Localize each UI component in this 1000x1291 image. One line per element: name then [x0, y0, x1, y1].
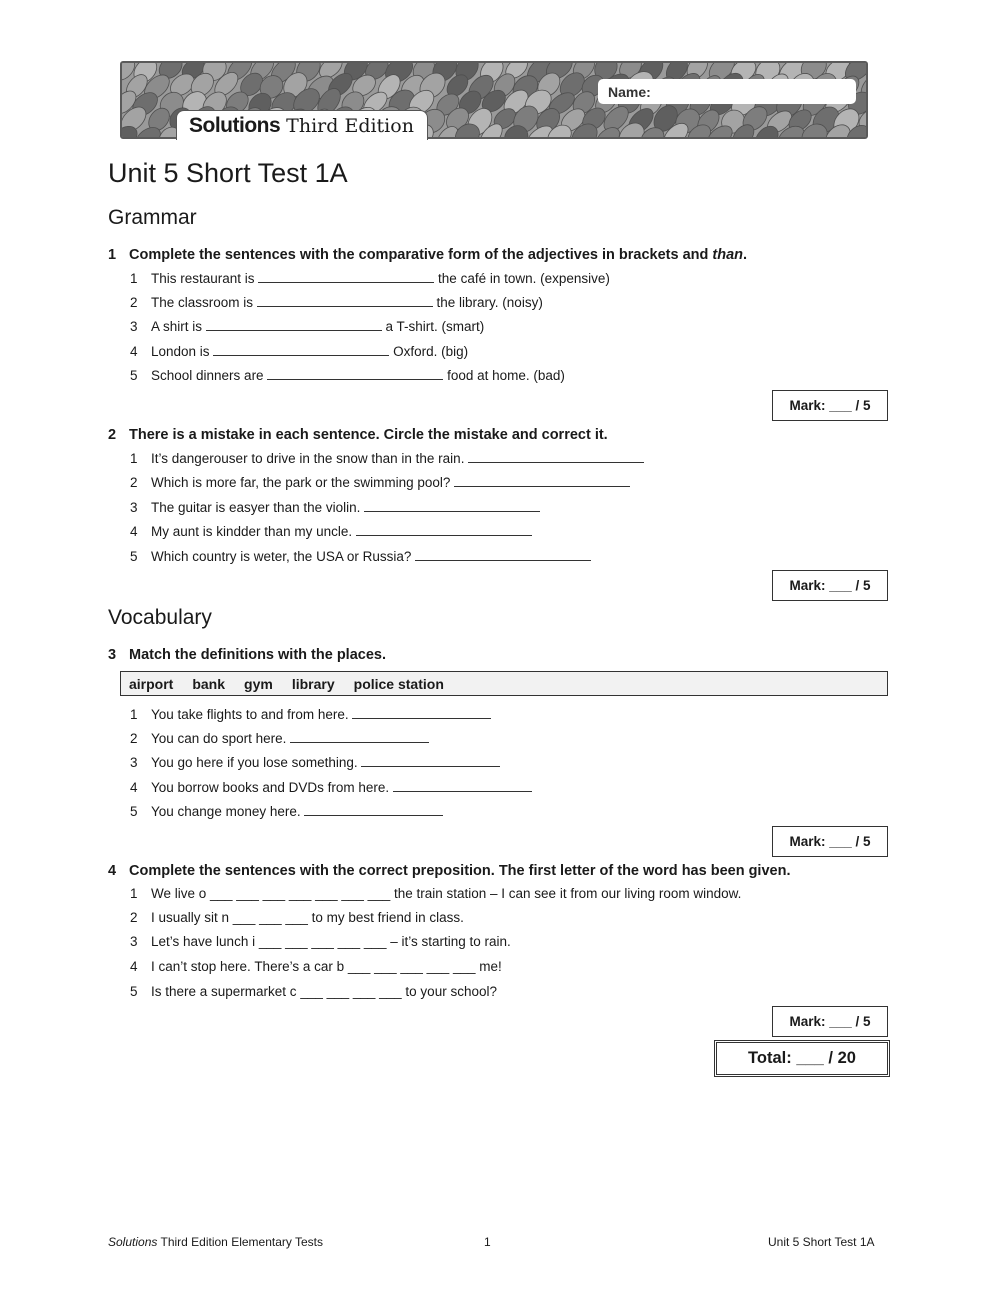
instruction-text: There is a mistake in each sentence. Circle the mistake and correct it.	[129, 427, 608, 443]
exercise-1-instruction	[108, 247, 747, 263]
item-number: 5	[130, 984, 138, 999]
answer-blank[interactable]	[393, 779, 532, 792]
answer-blank[interactable]	[364, 499, 540, 512]
item-number: 4	[130, 344, 138, 359]
exercise-3-item	[130, 706, 491, 722]
item-number: 4	[130, 780, 138, 795]
vocabulary-heading: Vocabulary	[108, 606, 212, 629]
exercise-4-mark-box: Mark: ___ / 5	[772, 1006, 888, 1037]
exercise-number: 2	[108, 427, 117, 443]
letter-gaps[interactable]: ___ ___ ___ ___ ___	[258, 934, 387, 949]
exercise-1-item	[130, 343, 468, 359]
exercise-4-instruction	[108, 863, 790, 879]
answer-blank[interactable]	[213, 343, 389, 356]
word-bank-word: bank	[192, 675, 226, 692]
exercise-4-item	[130, 886, 741, 901]
item-text-end: the library. (noisy)	[432, 295, 543, 310]
letter-gaps[interactable]: ___ ___ ___ ___	[300, 984, 402, 999]
item-text: School dinners are	[151, 368, 268, 383]
footer-right: Unit 5 Short Test 1A	[768, 1235, 875, 1249]
item-text: It’s dangerouser to drive in the snow than in the rain.	[151, 451, 469, 466]
item-number: 2	[130, 295, 138, 310]
item-text-end: – it’s starting to rain.	[386, 934, 511, 949]
item-number: 5	[130, 804, 138, 819]
item-text: Is there a supermarket c	[151, 984, 301, 999]
exercise-2-item	[130, 450, 644, 466]
footer-book-title: Third Edition Elementary Tests	[157, 1235, 324, 1249]
word-bank-word: library	[291, 675, 335, 692]
instruction-text: Match the definitions with the places.	[129, 647, 386, 663]
exercise-2-item	[130, 523, 532, 539]
item-text: You borrow books and DVDs from here.	[151, 780, 393, 795]
letter-gaps[interactable]: ___ ___ ___ ___ ___	[347, 959, 476, 974]
item-number: 5	[130, 368, 138, 383]
answer-blank[interactable]	[258, 270, 434, 283]
item-number: 3	[130, 755, 138, 770]
item-number: 3	[130, 934, 138, 949]
footer-left	[108, 1235, 323, 1249]
exercise-1-item	[130, 294, 543, 310]
item-text-end: me!	[475, 959, 502, 974]
answer-blank[interactable]	[361, 754, 500, 767]
exercise-number: 1	[108, 247, 117, 263]
item-number: 1	[130, 886, 138, 901]
instruction-emphasis: than	[712, 247, 743, 263]
footer-series-name: Solutions	[108, 1235, 158, 1249]
answer-blank[interactable]	[206, 318, 382, 331]
exercise-4-item	[130, 984, 497, 999]
name-label: Name:	[608, 83, 651, 100]
item-text: You can do sport here.	[151, 731, 291, 746]
item-text: My aunt is kindder than my uncle.	[151, 524, 356, 539]
item-text: You change money here.	[151, 804, 305, 819]
item-text: I usually sit n	[151, 910, 233, 925]
item-text-end: to my best friend in class.	[307, 910, 464, 925]
answer-blank[interactable]	[290, 730, 429, 743]
exercise-1-item	[130, 318, 484, 334]
exercise-3-mark-box: Mark: ___ / 5	[772, 826, 888, 857]
item-text: You take flights to and from here.	[151, 707, 353, 722]
answer-blank[interactable]	[267, 367, 443, 380]
name-field[interactable]	[598, 79, 856, 104]
instruction-text: Complete the sentences with the comparative form of the adjectives in brackets and	[129, 247, 713, 263]
item-number: 2	[130, 910, 138, 925]
exercise-4-item	[130, 910, 464, 925]
exercise-3-item	[130, 730, 429, 746]
exercise-2-instruction	[108, 427, 608, 443]
item-number: 2	[130, 475, 138, 490]
answer-blank[interactable]	[304, 803, 443, 816]
item-number: 1	[130, 271, 138, 286]
footer-page-number: 1	[484, 1235, 491, 1249]
word-bank	[120, 671, 888, 696]
exercise-1-item	[130, 367, 565, 383]
item-number: 3	[130, 319, 138, 334]
exercise-3-item	[130, 754, 500, 770]
answer-blank[interactable]	[454, 474, 630, 487]
page-title: Unit 5 Short Test 1A	[108, 158, 348, 188]
exercise-1-item	[130, 270, 610, 286]
exercise-4-item	[130, 959, 502, 974]
answer-blank[interactable]	[468, 450, 644, 463]
exercise-2-mark-box: Mark: ___ / 5	[772, 570, 888, 601]
exercise-2-item	[130, 548, 591, 564]
brand-name: Solutions	[189, 113, 281, 137]
item-text: You go here if you lose something.	[151, 755, 362, 770]
item-text: Which is more far, the park or the swimming pool?	[151, 475, 455, 490]
item-text: A shirt is	[151, 319, 206, 334]
letter-gaps[interactable]: ___ ___ ___ ___ ___ ___ ___	[210, 886, 391, 901]
item-text-end: the café in town. (expensive)	[434, 271, 610, 286]
item-number: 1	[130, 707, 138, 722]
brand-logo	[176, 110, 428, 140]
exercise-number: 3	[108, 647, 117, 663]
instruction-end: .	[743, 247, 748, 263]
exercise-number: 4	[108, 863, 117, 879]
item-number: 3	[130, 500, 138, 515]
item-text-end: to your school?	[401, 984, 497, 999]
item-text: London is	[151, 344, 214, 359]
word-bank-word: airport	[129, 675, 174, 692]
item-number: 2	[130, 731, 138, 746]
exercise-3-instruction	[108, 647, 386, 663]
word-bank-word: police station	[353, 675, 444, 692]
exercise-1-mark-box: Mark: ___ / 5	[772, 390, 888, 421]
item-text-end: the train station – I can see it from our living room window.	[390, 886, 742, 901]
item-number: 4	[130, 959, 138, 974]
item-number: 1	[130, 451, 138, 466]
exercise-4-item	[130, 934, 511, 949]
item-text-end: Oxford. (big)	[389, 344, 469, 359]
item-text: This restaurant is	[151, 271, 259, 286]
answer-blank[interactable]	[415, 548, 591, 561]
answer-blank[interactable]	[257, 294, 433, 307]
item-text: The guitar is easyer than the violin.	[151, 500, 365, 515]
brand-edition: Third Edition	[286, 114, 414, 137]
answer-blank[interactable]	[352, 706, 491, 719]
item-text: We live o	[151, 886, 211, 901]
exercise-2-item	[130, 474, 630, 490]
letter-gaps[interactable]: ___ ___ ___	[232, 910, 308, 925]
item-number: 4	[130, 524, 138, 539]
item-text-end: food at home. (bad)	[443, 368, 565, 383]
word-bank-word: gym	[244, 675, 273, 692]
instruction-text: Complete the sentences with the correct preposition. The first letter of the word has been given.	[129, 863, 791, 879]
item-text: The classroom is	[151, 295, 257, 310]
grammar-heading: Grammar	[108, 206, 197, 229]
item-text: I can’t stop here. There’s a car b	[151, 959, 348, 974]
item-number: 5	[130, 549, 138, 564]
item-text: Let’s have lunch i	[151, 934, 259, 949]
pebble-shape	[866, 89, 868, 120]
answer-blank[interactable]	[356, 523, 532, 536]
exercise-3-item	[130, 779, 532, 795]
exercise-3-item	[130, 803, 443, 819]
exercise-2-item	[130, 499, 540, 515]
total-score-box: Total: ___ / 20	[714, 1040, 890, 1077]
item-text: Which country is weter, the USA or Russia?	[151, 549, 416, 564]
item-text-end: a T-shirt. (smart)	[381, 319, 485, 334]
